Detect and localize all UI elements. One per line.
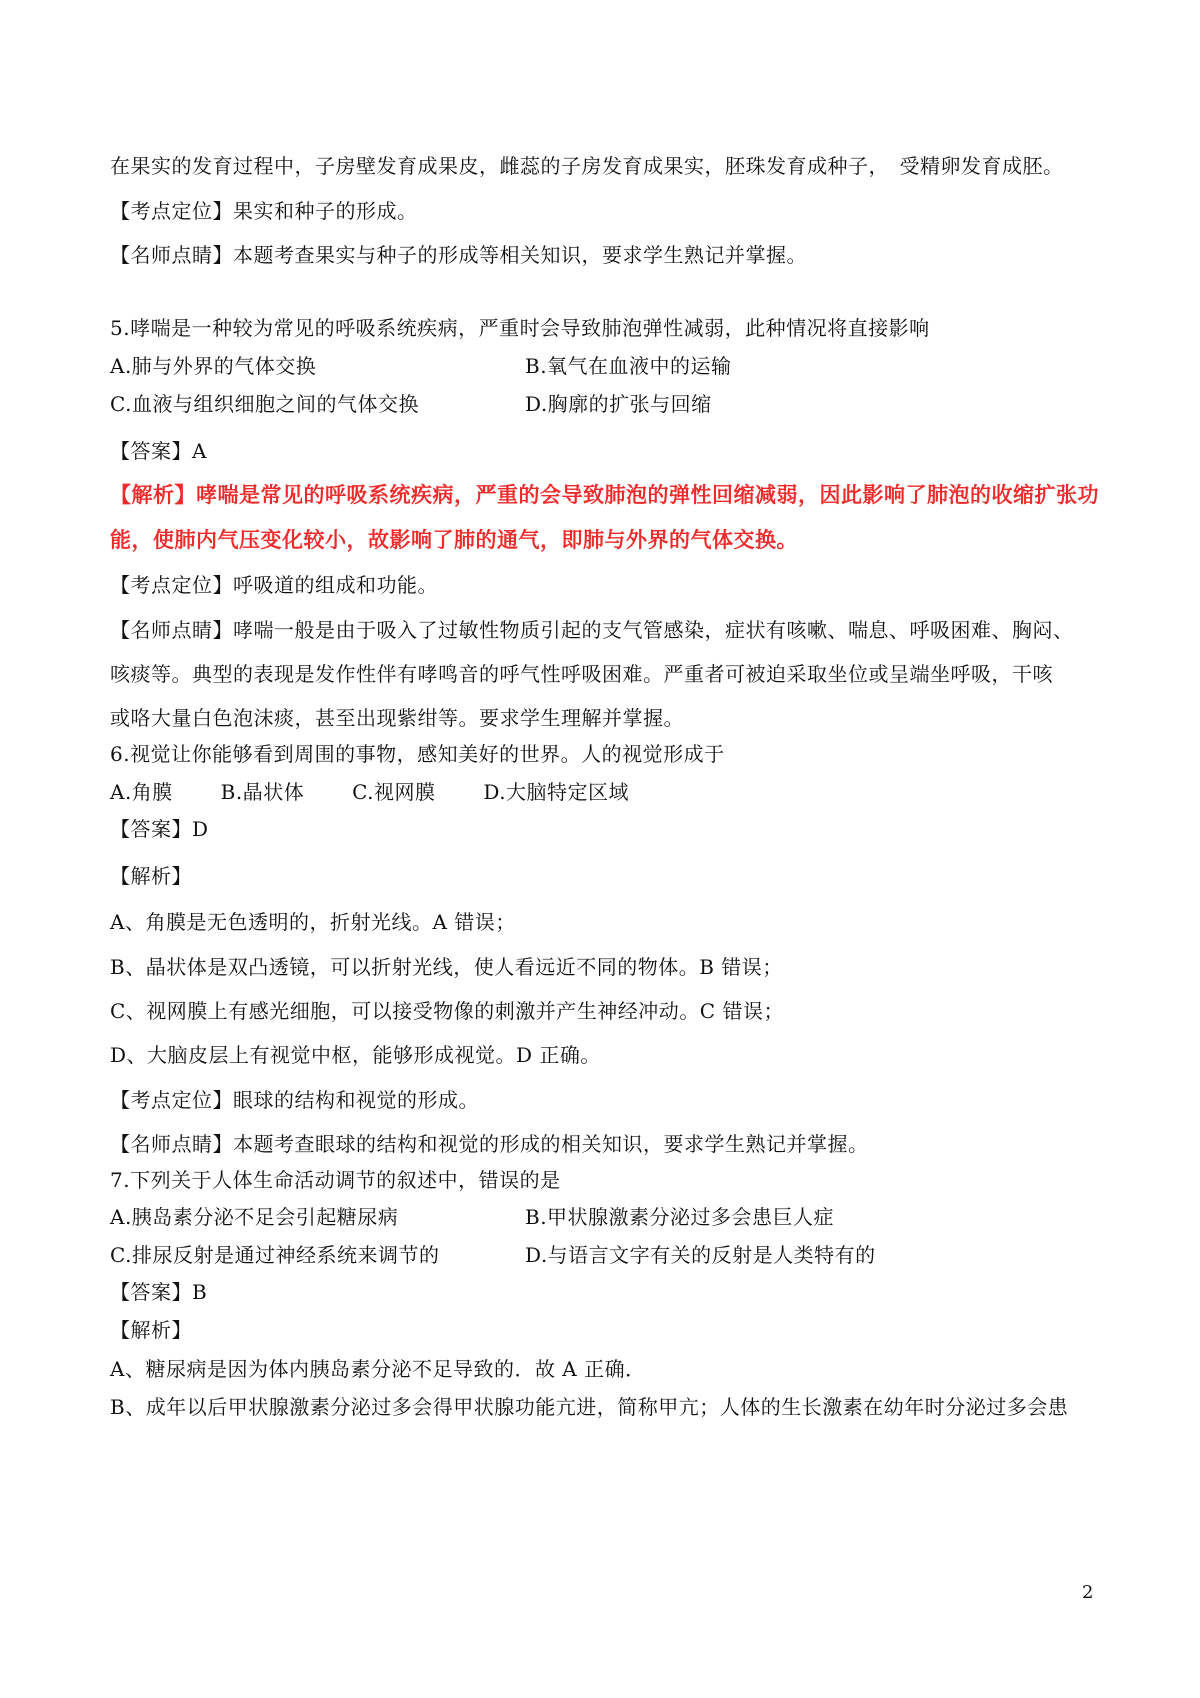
q5-analysis-line-1: 【解析】哮喘是常见的呼吸系统疾病，严重的会导致肺泡的弹性回缩减弱，因此影响了肺泡的收缩扩张功 xyxy=(110,483,1099,507)
q5-exam-point: 【考点定位】呼吸道的组成和功能。 xyxy=(110,573,438,597)
q6-analysis-title: 【解析】 xyxy=(110,864,192,888)
q6-analysis-b: B、晶状体是双凸透镜，可以折射光线，使人看远近不同的物体。B 错误； xyxy=(110,955,783,979)
q7-answer: 【答案】B xyxy=(110,1280,208,1304)
q5-option-c: C.血液与组织细胞之间的气体交换 xyxy=(110,392,419,416)
q7-option-d: D.与语言文字有关的反射是人类特有的 xyxy=(525,1243,876,1267)
q4-teacher-tip: 【名师点睛】本题考查果实与种子的形成等相关知识，要求学生熟记并掌握。 xyxy=(110,243,807,267)
q5-teacher-tip-line-3: 或咯大量白色泡沫痰，甚至出现紫绀等。要求学生理解并掌握。 xyxy=(110,706,684,730)
q5-teacher-tip-line-1: 【名师点睛】哮喘一般是由于吸入了过敏性物质引起的支气管感染，症状有咳嗽、喘息、呼吸困难、胸闷、 xyxy=(110,618,1074,642)
q5-teacher-tip-line-2: 咳痰等。典型的表现是发作性伴有哮鸣音的呼气性呼吸困难。严重者可被迫采取坐位或呈端坐呼吸，干咳 xyxy=(110,662,1053,686)
q6-answer: 【答案】D xyxy=(110,817,209,841)
q5-stem: 5.哮喘是一种较为常见的呼吸系统疾病，严重时会导致肺泡弹性减弱，此种情况将直接影响 xyxy=(110,316,930,340)
q7-option-b: B.甲状腺激素分泌过多会患巨人症 xyxy=(525,1205,835,1229)
q4-exam-point: 【考点定位】果实和种子的形成。 xyxy=(110,199,418,223)
q7-analysis-b: B、成年以后甲状腺激素分泌过多会得甲状腺功能亢进，简称甲亢；人体的生长激素在幼年时分泌过多会患 xyxy=(110,1395,1069,1419)
q7-option-a: A.胰岛素分泌不足会引起糖尿病 xyxy=(110,1205,399,1229)
q7-option-c: C.排尿反射是通过神经系统来调节的 xyxy=(110,1243,440,1267)
q7-analysis-title: 【解析】 xyxy=(110,1318,192,1342)
q7-stem: 7.下列关于人体生命活动调节的叙述中，错误的是 xyxy=(110,1168,561,1192)
page-number: 2 xyxy=(1082,1582,1094,1603)
q6-analysis-c: C、视网膜上有感光细胞，可以接受物像的刺激并产生神经冲动。C 错误； xyxy=(110,999,784,1023)
q6-analysis-d: D、大脑皮层上有视觉中枢，能够形成视觉。D 正确。 xyxy=(110,1043,601,1067)
q5-option-a: A.肺与外界的气体交换 xyxy=(110,354,317,378)
q6-options: A.角膜 B.晶状体 C.视网膜 D.大脑特定区域 xyxy=(110,780,630,804)
q5-analysis-line-2: 能，使肺内气压变化较小，故影响了肺的通气，即肺与外界的气体交换。 xyxy=(110,528,798,552)
q5-option-d: D.胸廓的扩张与回缩 xyxy=(525,392,712,416)
intro-text: 在果实的发育过程中，子房壁发育成果皮，雌蕊的子房发育成果实，胚珠发育成种子， 受精卵发育成胚。 xyxy=(110,154,1064,178)
q7-analysis-a: A、糖尿病是因为体内胰岛素分泌不足导致的．故 A 正确． xyxy=(110,1357,646,1381)
q5-answer: 【答案】A xyxy=(110,439,207,463)
q6-analysis-a: A、角膜是无色透明的，折射光线。A 错误； xyxy=(110,910,516,934)
q6-teacher-tip: 【名师点睛】本题考查眼球的结构和视觉的形成的相关知识，要求学生熟记并掌握。 xyxy=(110,1132,869,1156)
q6-stem: 6.视觉让你能够看到周围的事物，感知美好的世界。人的视觉形成于 xyxy=(110,742,725,766)
q5-option-b: B.氧气在血液中的运输 xyxy=(525,354,732,378)
q6-exam-point: 【考点定位】眼球的结构和视觉的形成。 xyxy=(110,1088,479,1112)
